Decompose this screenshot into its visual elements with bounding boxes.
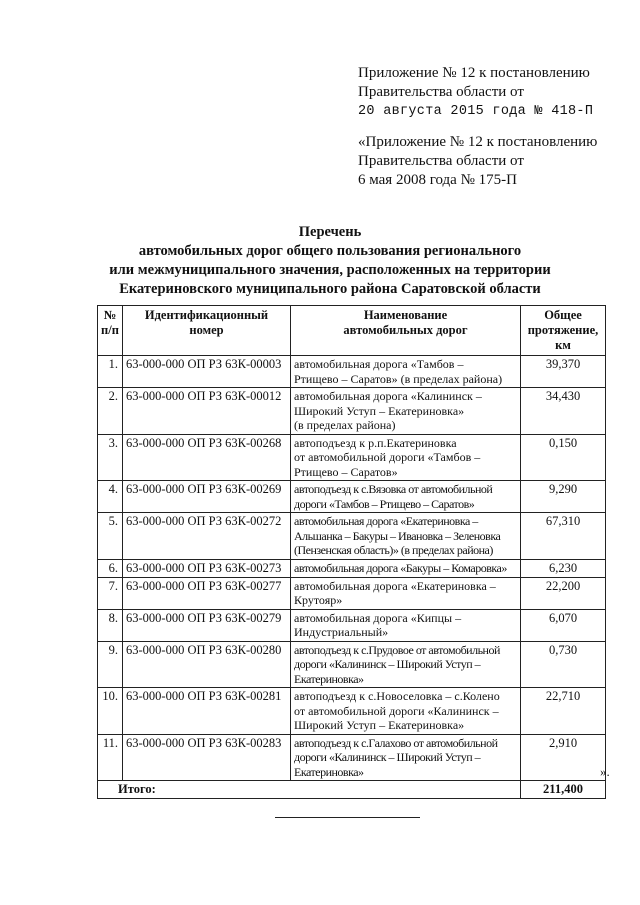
road-length: 0,730 bbox=[521, 641, 606, 688]
row-number: 4. bbox=[98, 481, 123, 513]
road-length: 6,070 bbox=[521, 609, 606, 641]
road-name-line: автомобильная дорога «Бакуры – Комаровка» bbox=[294, 560, 507, 575]
road-length: 6,230 bbox=[521, 559, 606, 577]
road-name-line: Екатериновка» bbox=[294, 764, 364, 779]
header-num: № п/п bbox=[98, 306, 123, 356]
road-name-line: автоподъезд к с.Новоселовка – с.Колено bbox=[294, 689, 500, 703]
road-name-line: автомобильная дорога «Кипцы – bbox=[294, 610, 462, 625]
appendix-reference-original bbox=[358, 133, 597, 190]
appendix-line: Приложение № 12 к постановлению bbox=[358, 65, 590, 81]
table-row bbox=[98, 577, 606, 609]
road-name-line: Широкий Уступ – Екатериновка» bbox=[294, 718, 465, 732]
appendix-date-line: 6 мая 2008 года № 175-П bbox=[358, 172, 517, 188]
road-name-line: Ртищево – Саратов» (в пределах района) bbox=[294, 371, 503, 386]
table-row bbox=[98, 481, 606, 513]
title-line: Екатериновского муниципального района Саратовской области bbox=[119, 281, 541, 297]
road-length: 0,150 bbox=[521, 434, 606, 481]
table-row bbox=[98, 609, 606, 641]
table-row bbox=[98, 513, 606, 560]
road-name-line: Ртищево – Саратов» bbox=[294, 464, 398, 479]
divider-line bbox=[275, 817, 420, 818]
header-length: Общее протяжение, км bbox=[521, 306, 606, 356]
road-name-line: (в пределах района) bbox=[294, 418, 396, 432]
road-identifier: 63-000-000 ОП РЗ 63К-00268 bbox=[123, 434, 291, 481]
row-number: 6. bbox=[98, 559, 123, 577]
road-name bbox=[291, 481, 521, 513]
header-id: Идентификационный номер bbox=[123, 306, 291, 356]
document-title bbox=[100, 223, 560, 299]
table-row bbox=[98, 688, 606, 735]
road-name-line: от автомобильной дороги «Тамбов – bbox=[294, 450, 481, 464]
road-name-line: от автомобильной дороги «Калининск – bbox=[294, 703, 499, 718]
road-name-line: Индустриальный» bbox=[294, 625, 389, 639]
road-length: 2,910 bbox=[521, 734, 606, 781]
row-number: 10. bbox=[98, 688, 123, 735]
road-name-line: дороги «Калининск – Широкий Уступ – bbox=[294, 750, 481, 764]
road-name bbox=[291, 734, 521, 781]
total-label: Итого: bbox=[98, 781, 521, 799]
table-header-row bbox=[98, 306, 606, 356]
road-length: 39,370 bbox=[521, 356, 606, 388]
road-name bbox=[291, 434, 521, 481]
road-name-line: автоподъезд к р.п.Екатериновка bbox=[294, 435, 457, 450]
table-row bbox=[98, 734, 606, 781]
road-name-line: автоподъезд к с.Прудовое от автомобильной bbox=[294, 642, 500, 657]
appendix-line: Правительства области от bbox=[358, 84, 524, 100]
road-name-line: (Пензенская область)» (в пределах района) bbox=[294, 543, 493, 557]
row-number: 8. bbox=[98, 609, 123, 641]
table-row bbox=[98, 356, 606, 388]
road-name bbox=[291, 356, 521, 388]
appendix-date-line: 20 августа 2015 года № 418-П bbox=[358, 104, 594, 119]
title-line: или межмуниципального значения, расположенных на территории bbox=[109, 262, 551, 278]
road-name-line: Крутояр» bbox=[294, 593, 343, 607]
total-value: 211,400 bbox=[521, 781, 606, 799]
appendix-line: Правительства области от bbox=[358, 153, 524, 169]
roads-table bbox=[97, 305, 606, 799]
title-line: Перечень bbox=[298, 224, 362, 240]
road-length: 9,290 bbox=[521, 481, 606, 513]
table-row bbox=[98, 434, 606, 481]
road-length: 34,430 bbox=[521, 388, 606, 435]
road-name-line: Широкий Уступ – Екатериновка» bbox=[294, 403, 465, 418]
road-length: 22,200 bbox=[521, 577, 606, 609]
header-name: Наименование автомобильных дорог bbox=[291, 306, 521, 356]
row-number: 7. bbox=[98, 577, 123, 609]
row-number: 11. bbox=[98, 734, 123, 781]
row-number: 9. bbox=[98, 641, 123, 688]
road-name-line: автомобильная дорога «Екатериновка – bbox=[294, 578, 496, 593]
road-name-line: Екатериновка» bbox=[294, 671, 364, 686]
road-name bbox=[291, 641, 521, 688]
table-row bbox=[98, 641, 606, 688]
road-identifier: 63-000-000 ОП РЗ 63К-00281 bbox=[123, 688, 291, 735]
road-name-line: автомобильная дорога «Калининск – bbox=[294, 389, 482, 403]
row-number: 3. bbox=[98, 434, 123, 481]
road-length: 67,310 bbox=[521, 513, 606, 560]
total-row bbox=[98, 781, 606, 799]
road-name-line: дороги «Тамбов – Ртищево – Саратов» bbox=[294, 496, 475, 511]
road-length: 22,710 bbox=[521, 688, 606, 735]
road-name bbox=[291, 388, 521, 435]
road-identifier: 63-000-000 ОП РЗ 63К-00279 bbox=[123, 609, 291, 641]
road-name-line: автоподъезд к с.Галахово от автомобильной bbox=[294, 735, 498, 750]
table-row bbox=[98, 388, 606, 435]
row-number: 5. bbox=[98, 513, 123, 560]
road-name bbox=[291, 688, 521, 735]
title-line: автомобильных дорог общего пользования регионального bbox=[138, 243, 522, 259]
road-name-line: дороги «Калининск – Широкий Уступ – bbox=[294, 657, 481, 671]
table-row bbox=[98, 559, 606, 577]
road-identifier: 63-000-000 ОП РЗ 63К-00283 bbox=[123, 734, 291, 781]
table-body bbox=[98, 356, 606, 781]
road-identifier: 63-000-000 ОП РЗ 63К-00269 bbox=[123, 481, 291, 513]
appendix-reference-new bbox=[358, 64, 593, 121]
closing-quote-mark: ». bbox=[600, 764, 610, 779]
road-name-line: автоподъезд к с.Вязовка от автомобильной bbox=[294, 482, 493, 496]
road-name bbox=[291, 513, 521, 560]
appendix-line: «Приложение № 12 к постановлению bbox=[358, 134, 598, 150]
road-identifier: 63-000-000 ОП РЗ 63К-00273 bbox=[123, 559, 291, 577]
road-identifier: 63-000-000 ОП РЗ 63К-00277 bbox=[123, 577, 291, 609]
road-name-line: автомобильная дорога «Екатериновка – bbox=[294, 514, 478, 528]
road-identifier: 63-000-000 ОП РЗ 63К-00012 bbox=[123, 388, 291, 435]
road-name bbox=[291, 577, 521, 609]
road-name bbox=[291, 609, 521, 641]
road-name-line: автомобильная дорога «Тамбов – bbox=[294, 357, 464, 371]
road-identifier: 63-000-000 ОП РЗ 63К-00003 bbox=[123, 356, 291, 388]
road-identifier: 63-000-000 ОП РЗ 63К-00272 bbox=[123, 513, 291, 560]
road-name-line: Альшанка – Бакуры – Ивановка – Зеленовка bbox=[294, 528, 501, 543]
road-identifier: 63-000-000 ОП РЗ 63К-00280 bbox=[123, 641, 291, 688]
road-name bbox=[291, 559, 521, 577]
row-number: 1. bbox=[98, 356, 123, 388]
row-number: 2. bbox=[98, 388, 123, 435]
